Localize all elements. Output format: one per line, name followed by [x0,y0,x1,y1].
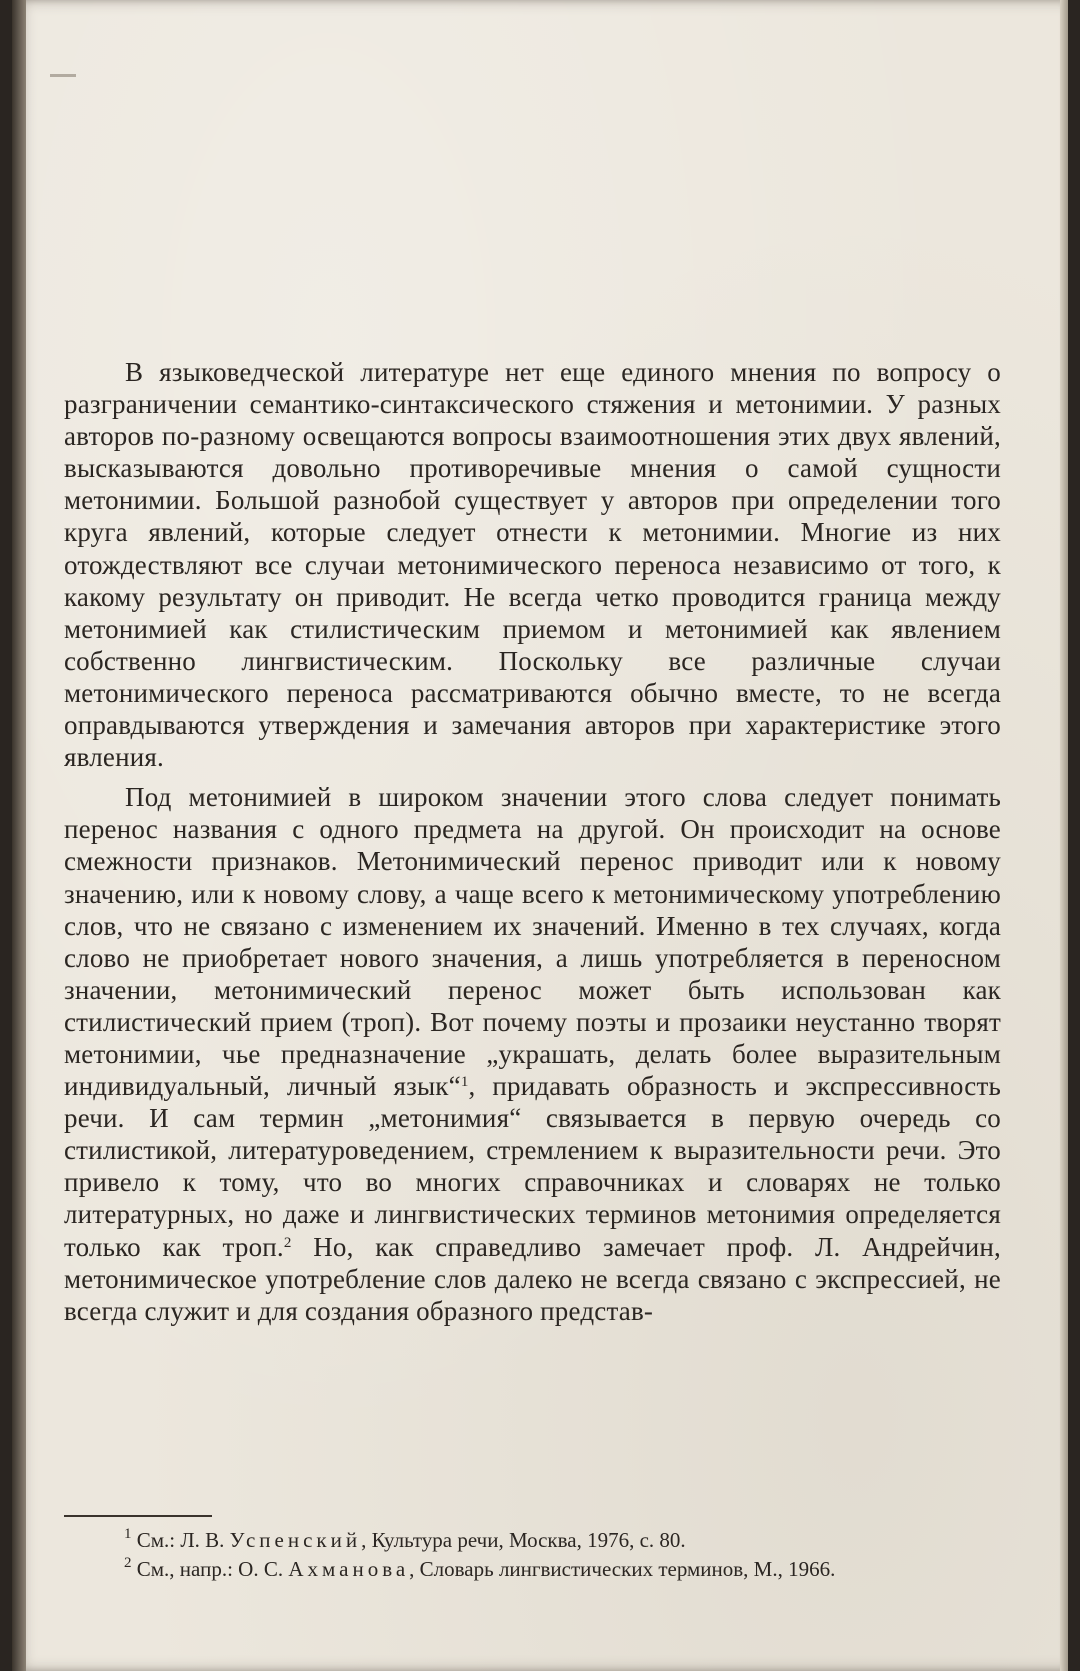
book-spine-shadow [12,0,26,1671]
footnote-2 [64,1555,1001,1584]
page-edge [1060,0,1068,1671]
paragraph-2 [64,781,1001,1327]
book-page [12,0,1068,1671]
bleed-through-mark [50,74,76,77]
main-text [64,356,1001,1327]
footnote-number: 1 [124,1526,132,1542]
footnote-ref-2: 2 [283,1234,292,1251]
footnotes [64,1526,1001,1584]
footnote-source-details: , Культура речи, Москва, 1976, с. 80. [361,1528,686,1552]
paragraph-1: В языковедческой литературе нет еще единого мнения по вопросу о разграничении семантико-синтаксического стяжения и метонимии. У разных авторов по-разному освещаются вопросы взаимоотношения этих двух явлений, высказываются довольно противоречивые мнения о самой сущности метонимии. Большой разнобой существует у авторов при определении того круга явлений, которые следует отнести к метонимии. Многие из них отождествляют все случаи метонимического переноса независимо от того, к какому результату он приводит. Не всегда четко проводится граница между метонимией как стилистическим приемом и метонимией как явлением собственно лингвистическим. Поскольку все различные случаи метонимического переноса рассматриваются обычно вместе, то не всегда оправдываются утверждения и замечания авторов при характеристике этого явления. [64,357,1001,773]
footnote-source-prefix: См.: Л. В. [131,1528,230,1552]
footnote-ref-1: 1 [460,1074,469,1091]
footnote-divider [64,1515,212,1517]
paragraph-2-part-c: Но, как справедливо замечает проф. Л. Андрейчин, метонимическое употребление слов далеко не всегда связано с экспрессией, не всегда служит и для создания образного представ- [64,1231,1001,1326]
footnote-number: 2 [124,1555,132,1571]
footnote-author: Успенский [229,1528,362,1552]
paragraph-2-part-a: Под метонимией в широком значении этого слова следует понимать перенос названия с одного предмета на другой. Он происходит на основе смежности признаков. Метонимический перенос приводит или к новому значению, или к новому слову, а чаще всего к метонимическому употреблению слов, что не связано с изменением их значений. Именно в тех случаях, когда слово не приобретает нового значения, а лишь употребляется в переносном значении, метонимический перенос может быть использован как стилистический прием (троп). Вот почему поэты и прозаики неустанно творят метонимии, чье предназначение „украшать, делать более выразительным индивидуальный, личный язык“ [64,782,1001,1102]
footnote-source-details: , Словарь лингвистических терминов, М., 1966. [409,1557,836,1581]
footnote-author: Ахманова [288,1557,410,1581]
footnote-1 [64,1526,1001,1555]
paragraph-2-part-b: , придавать образность и экспрессивность речи. И сам термин „метонимия“ связывается в первую очередь со стилистикой, литературоведением, стремлением к выразительности речи. Это привело к тому, что во многих справочниках и словарях не только литературных, но даже и лингвистических терминов метонимия определяется только как троп. [64,1071,1001,1262]
footnote-source-prefix: См., напр.: О. С. [131,1557,289,1581]
